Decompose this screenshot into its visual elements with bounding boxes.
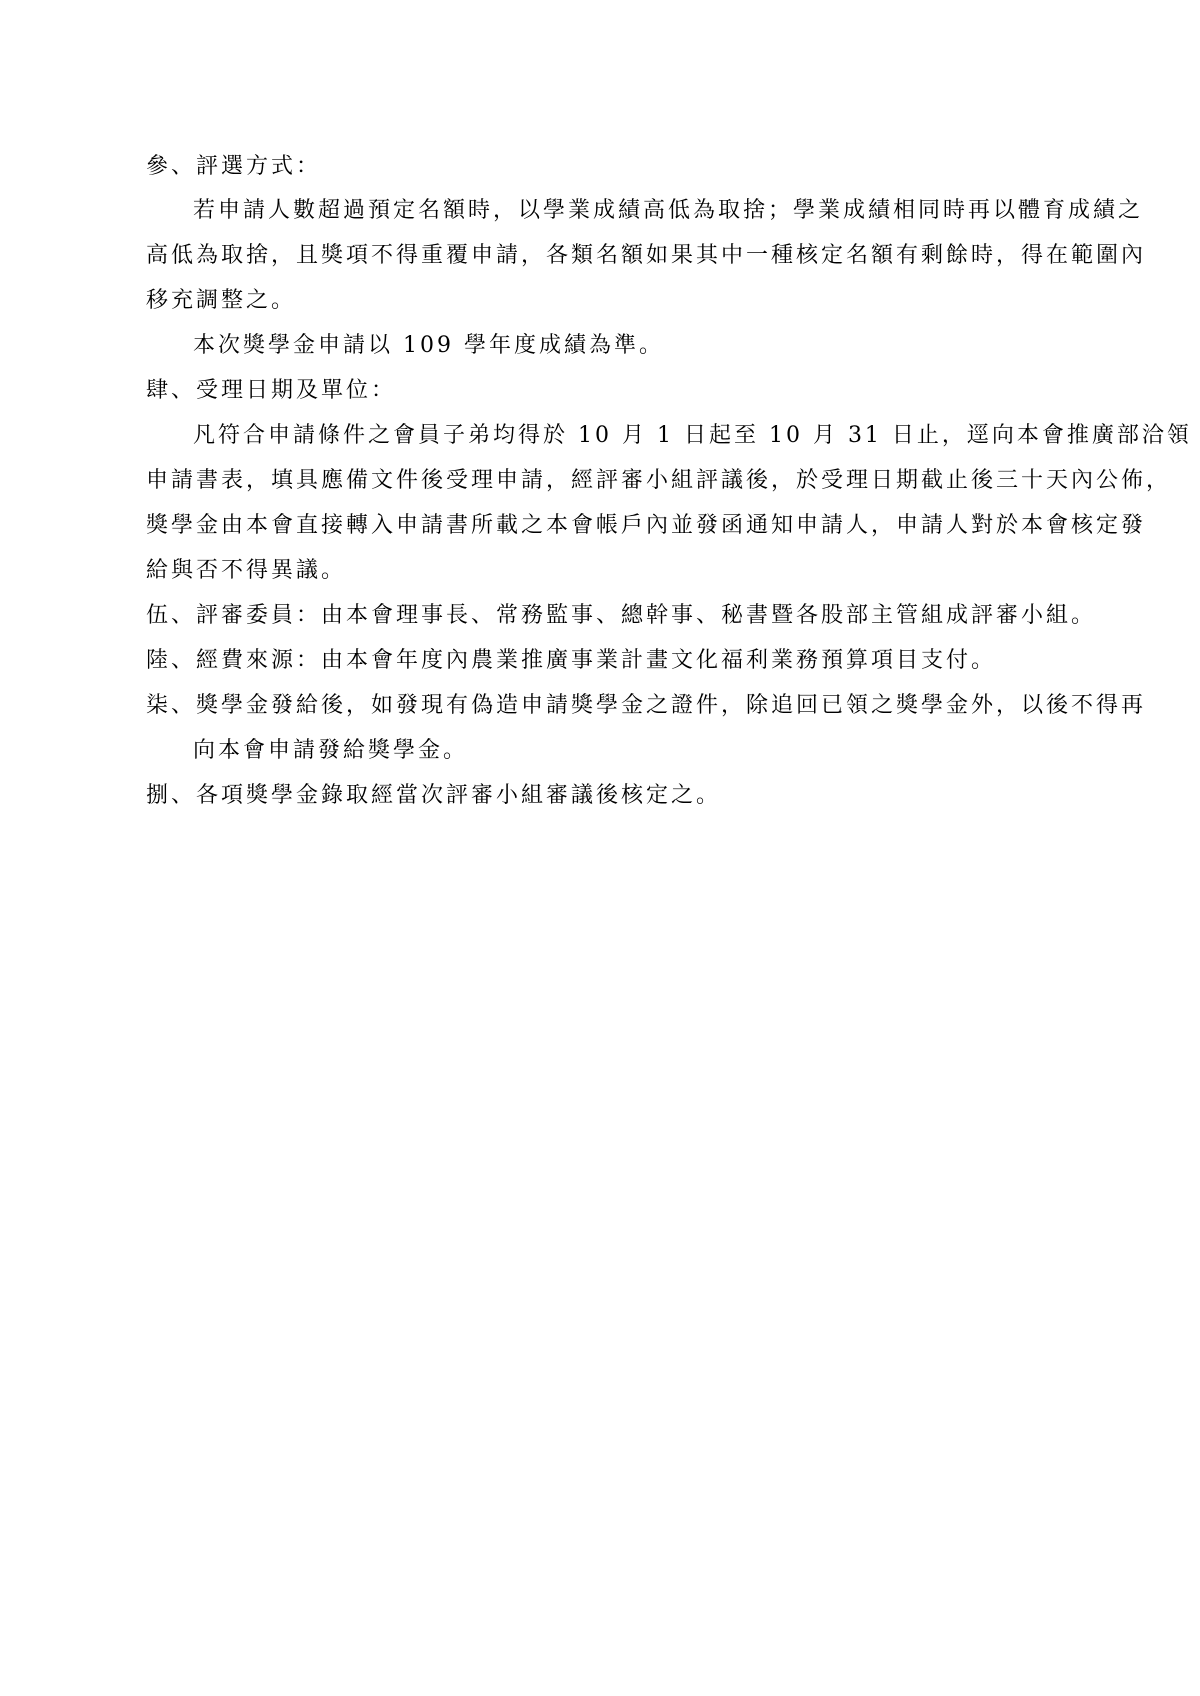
section-heading-6: 陸、經費來源：由本會年度內農業推廣事業計畫文化福利業務預算項目支付。 [146,648,997,673]
paragraph-line: 申請書表，填具應備文件後受理申請，經評審小組評議後，於受理日期截止後三十天內公佈， [146,468,1172,493]
section-heading-8: 捌、各項獎學金錄取經當次評審小組審議後核定之。 [146,783,722,808]
paragraph-line: 給與否不得異議。 [146,558,347,583]
section-heading-5: 伍、評審委員：由本會理事長、常務監事、總幹事、秘書暨各股部主管組成評審小組。 [146,603,1097,628]
section-heading-4: 肆、受理日期及單位： [146,378,397,403]
paragraph-line: 若申請人數超過預定名額時，以學業成績高低為取捨；學業成績相同時再以體育成績之 [193,198,1144,223]
paragraph-line: 獎學金由本會直接轉入申請書所載之本會帳戶內並發函通知申請人，申請人對於本會核定發 [146,513,1147,538]
section-heading-7: 柒、獎學金發給後，如發現有偽造申請獎學金之證件，除追回已領之獎學金外，以後不得再 [146,693,1147,718]
section-heading-3: 參、評選方式： [146,154,322,179]
paragraph-line: 向本會申請發給獎學金。 [193,738,469,763]
paragraph-line: 移充調整之。 [146,288,297,313]
paragraph-line: 本次獎學金申請以 109 學年度成績為準。 [193,333,664,358]
paragraph-line: 凡符合申請條件之會員子弟均得於 10 月 1 日起至 10 月 31 日止，逕向本會推廣部洽領 [193,423,1192,448]
paragraph-line: 高低為取捨，且獎項不得重覆申請，各類名額如果其中一種核定名額有剩餘時，得在範圍內 [146,243,1147,268]
